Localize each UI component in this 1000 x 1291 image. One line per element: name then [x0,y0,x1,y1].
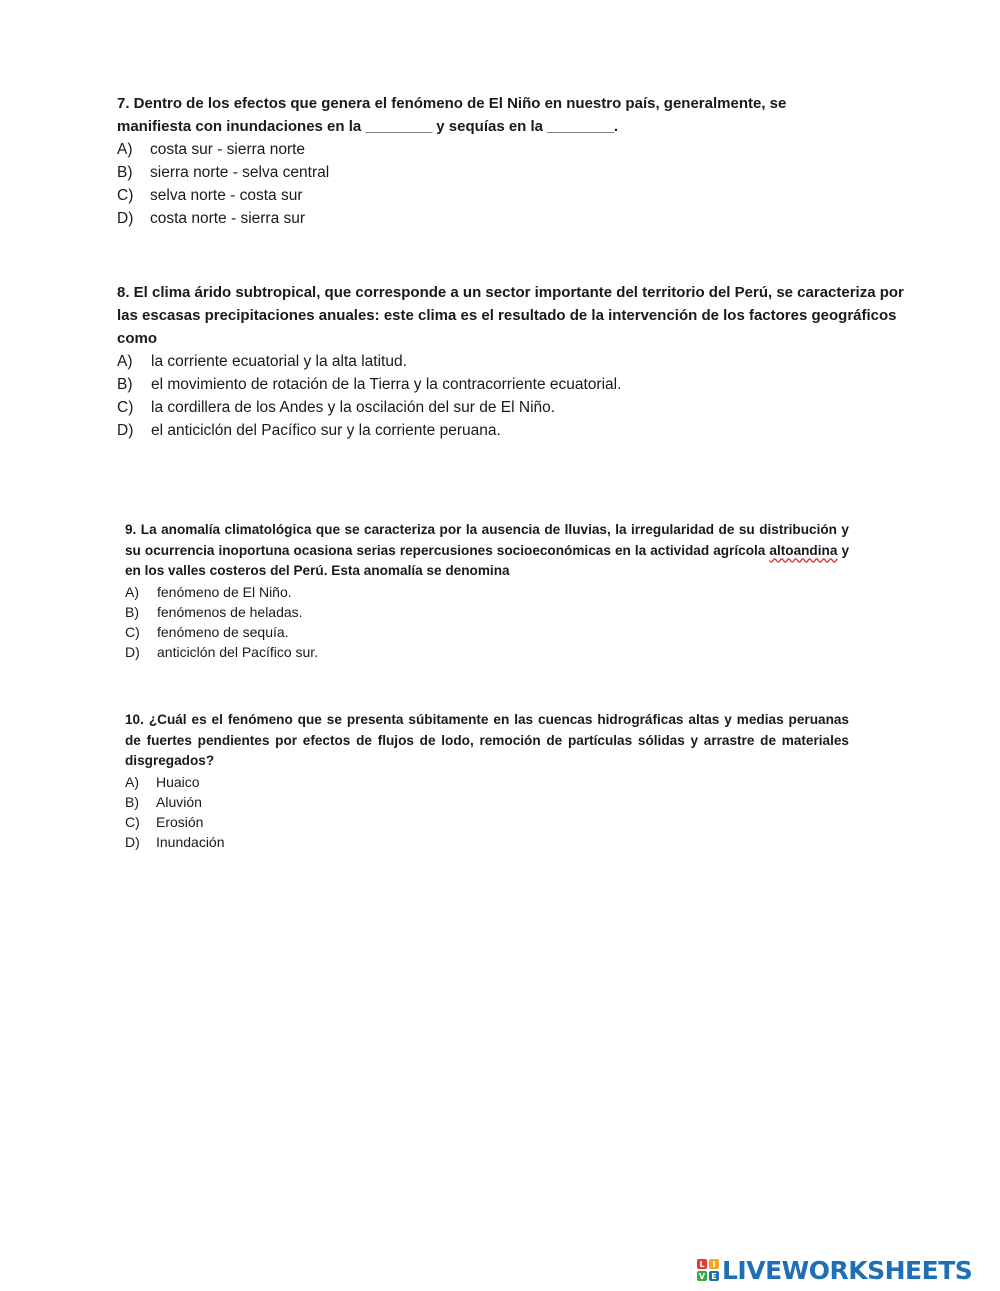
option-b[interactable] [125,792,849,812]
option-c[interactable] [125,812,849,832]
option-text: sierra norte - selva central [150,164,330,181]
option-d[interactable] [125,642,849,662]
option-text: la corriente ecuatorial y la alta latitud. [151,353,407,370]
question-7 [117,92,857,230]
option-text: Inundación [156,833,225,850]
option-b[interactable] [125,602,849,622]
option-letter: C) [125,813,140,830]
question-stem: 10. ¿Cuál es el fenómeno que se presenta súbitamente en las cuencas hidrográficas altas y medias peruanas de fuertes pendientes por efectos de flujos de lodo, remoción de partículas sólidas y arrastre de materiales disgregados? [125,712,849,768]
logo-cell-l: L [697,1259,707,1269]
option-text: costa sur - sierra norte [150,141,306,158]
logo-cell-e: E [709,1271,719,1281]
option-text: la cordillera de los Andes y la oscilación del sur de El Niño. [151,399,556,416]
option-c[interactable] [117,184,857,207]
spellcheck-underlined-word: altoandina [769,542,838,558]
option-text: anticiclón del Pacífico sur. [157,644,319,661]
option-text: costa norte - sierra sur [150,210,306,227]
option-letter: D) [125,833,140,850]
option-text: fenómenos de heladas. [157,603,303,620]
option-a[interactable] [117,350,907,373]
question-9 [125,520,849,663]
option-c[interactable] [117,396,907,419]
liveworksheets-logo [697,1255,972,1285]
option-letter: A) [117,353,133,370]
option-text: Aluvión [156,793,202,810]
option-a[interactable] [125,772,849,792]
question-stem: 8. El clima árido subtropical, que corresponde a un sector importante del territorio del Perú, se caracteriza por las escasas precipitaciones anuales: este clima es el resultado de la intervención de los factores geográficos como [117,284,904,347]
option-letter: A) [125,773,139,790]
option-a[interactable] [125,582,849,602]
option-letter: A) [125,583,139,600]
options-list [117,350,907,442]
option-letter: B) [117,376,133,393]
option-text: Erosión [156,813,204,830]
option-a[interactable] [117,138,857,161]
option-d[interactable] [125,832,849,852]
option-text: Huaico [156,773,200,790]
option-letter: B) [125,793,139,810]
option-text: fenómeno de El Niño. [157,583,292,600]
option-letter: C) [117,399,134,416]
logo-icon [697,1259,719,1281]
options-list [125,772,849,852]
option-text: el anticiclón del Pacífico sur y la corriente peruana. [151,422,501,439]
option-letter: A) [117,141,133,158]
option-letter: D) [125,644,140,661]
option-letter: B) [125,603,139,620]
question-10 [125,710,849,852]
option-text: selva norte - costa sur [150,187,303,204]
question-8 [117,281,907,442]
stem-text-before: 9. La anomalía climatológica que se caracteriza por la ausencia de lluvias, la irregularidad de su distribución y su ocurrencia inoportuna ocasiona serias repercusiones socioeconómicas en la actividad agrícola [125,522,849,558]
option-b[interactable] [117,161,857,184]
option-d[interactable] [117,207,857,230]
option-text: fenómeno de sequía. [157,624,289,641]
options-list [117,138,857,230]
option-letter: C) [117,187,134,204]
options-list [125,582,849,663]
logo-cell-v: V [698,1271,706,1281]
option-letter: B) [117,164,133,181]
question-stem: 7. Dentro de los efectos que genera el fenómeno de El Niño en nuestro país, generalmente, se manifiesta con inundaciones en la ________ y sequías en la ________. [117,95,787,135]
stem-text-after: y en los valles costeros del Perú. Esta anomalía se denomina [125,542,849,578]
option-b[interactable] [117,373,907,396]
logo-cell-i: I [709,1259,719,1269]
option-c[interactable] [125,622,849,642]
option-letter: C) [125,624,140,641]
option-d[interactable] [117,419,907,442]
logo-wordmark: LIVEWORKSHEETS [722,1255,973,1285]
option-text: el movimiento de rotación de la Tierra y la contracorriente ecuatorial. [151,376,622,393]
option-letter: D) [117,210,134,227]
question-stem [125,520,849,582]
option-letter: D) [117,422,134,439]
